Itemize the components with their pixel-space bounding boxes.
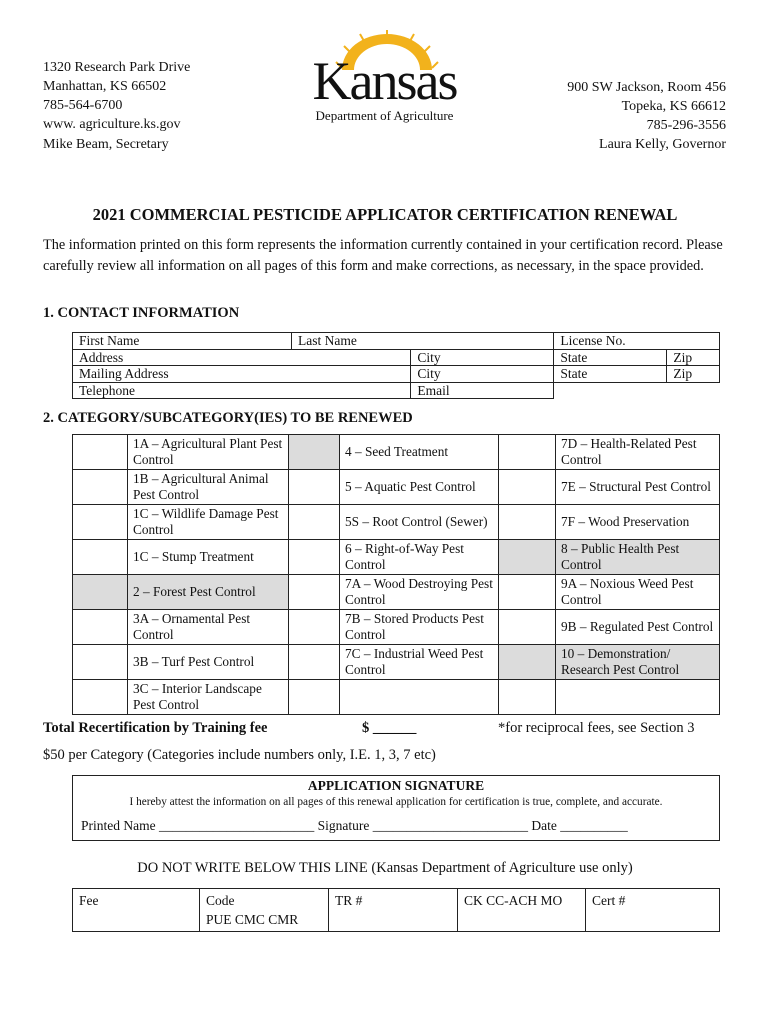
mailing-state-field[interactable]	[554, 366, 667, 383]
field-label: Email	[417, 382, 450, 398]
contact-info-table	[72, 332, 720, 399]
field-label: License No.	[560, 333, 626, 348]
checkbox-1c[interactable]	[73, 505, 128, 540]
empty-cell	[340, 680, 499, 715]
address-field[interactable]	[73, 349, 411, 366]
cert-field[interactable]	[586, 889, 720, 932]
field-label: Telephone	[79, 382, 136, 398]
signature-fields[interactable]: Printed Name _______________________ Signature _______________________ Date __________	[81, 818, 628, 833]
category-7a: 7A – Wood Destroying Pest Control	[340, 575, 499, 610]
checkbox-7c[interactable]	[289, 645, 340, 680]
checkbox-7f[interactable]	[499, 505, 556, 540]
tr-field[interactable]	[329, 889, 458, 932]
field-label: Zip	[673, 349, 693, 365]
checkbox-7a[interactable]	[289, 575, 340, 610]
first-name-field[interactable]	[73, 333, 292, 350]
secretary-name: Mike Beam, Secretary	[43, 137, 169, 152]
checkbox-4[interactable]	[289, 435, 340, 470]
attestation-text: I hereby attest the information on all pages of this renewal application for certification is true, complete, and accurate.	[129, 796, 663, 808]
field-label: Mailing Address	[79, 366, 169, 381]
section-heading-contact: 1. CONTACT INFORMATION	[43, 305, 240, 321]
payment-method-field[interactable]	[458, 889, 586, 932]
category-10: 10 – Demonstration/ Research Pest Control	[556, 645, 720, 680]
mailing-address-field[interactable]	[73, 366, 411, 383]
last-name-field[interactable]	[292, 333, 554, 350]
checkbox-10[interactable]	[499, 645, 556, 680]
code-field[interactable]	[200, 889, 329, 932]
license-no-field[interactable]	[554, 333, 720, 350]
kda-logo	[302, 30, 467, 130]
field-label: State	[560, 349, 588, 365]
checkbox-2[interactable]	[73, 575, 128, 610]
field-label: State	[560, 366, 588, 381]
field-label: Code	[206, 893, 235, 908]
checkbox-7d[interactable]	[499, 435, 556, 470]
category-7e: 7E – Structural Pest Control	[556, 470, 720, 505]
mailing-city-field[interactable]	[411, 366, 554, 383]
checkbox-9a[interactable]	[499, 575, 556, 610]
agency-address-right	[567, 78, 726, 135]
reciprocal-note: *for reciprocal fees, see Section 3	[498, 720, 695, 736]
field-label: Fee	[79, 893, 99, 908]
checkbox-5s[interactable]	[289, 505, 340, 540]
state-field[interactable]	[554, 349, 667, 366]
category-3b: 3B – Turf Pest Control	[128, 645, 289, 680]
per-category-note: $50 per Category (Categories include numbers only, I.E. 1, 3, 7 etc)	[43, 747, 436, 763]
category-1c-wildlife: 1C – Wildlife Damage Pest Control	[128, 505, 289, 540]
field-label: City	[417, 349, 441, 365]
field-label: Last Name	[298, 333, 357, 348]
category-3a: 3A – Ornamental Pest Control	[128, 610, 289, 645]
field-label: Address	[79, 349, 124, 365]
checkbox-8[interactable]	[499, 540, 556, 575]
phone-line: 785-564-6700	[43, 98, 123, 113]
category-2: 2 – Forest Pest Control	[128, 575, 289, 610]
logo-wordmark: Kansas	[312, 51, 457, 111]
field-label: Cert #	[592, 893, 626, 908]
empty-checkbox[interactable]	[499, 680, 556, 715]
category-7b: 7B – Stored Products Pest Control	[340, 610, 499, 645]
field-label: City	[417, 366, 441, 381]
code-options: PUE CMC CMR	[206, 912, 299, 927]
category-7c: 7C – Industrial Weed Pest Control	[340, 645, 499, 680]
category-8: 8 – Public Health Pest Control	[556, 540, 720, 575]
mailing-zip-field[interactable]	[667, 366, 720, 383]
empty-cell	[554, 382, 720, 399]
category-9a: 9A – Noxious Weed Pest Control	[556, 575, 720, 610]
address-line: Topeka, KS 66612	[621, 99, 726, 114]
agency-address-left	[43, 58, 190, 134]
office-use-table	[72, 888, 720, 932]
category-7f: 7F – Wood Preservation	[556, 505, 720, 540]
category-table	[72, 434, 720, 715]
category-6: 6 – Right-of-Way Pest Control	[340, 540, 499, 575]
checkbox-9b[interactable]	[499, 610, 556, 645]
city-field[interactable]	[411, 349, 554, 366]
form-instructions: The information printed on this form represents the information currently contained in your certification record. Please carefully review all information on all pages of this form and make corrections, as necessary, in the space provided.	[43, 237, 723, 274]
category-7d: 7D – Health-Related Pest Control	[556, 435, 720, 470]
checkbox-1a[interactable]	[73, 435, 128, 470]
category-9b: 9B – Regulated Pest Control	[556, 610, 720, 645]
checkbox-3b[interactable]	[73, 645, 128, 680]
field-label: TR #	[335, 893, 363, 908]
checkbox-1b[interactable]	[73, 470, 128, 505]
checkbox-3a[interactable]	[73, 610, 128, 645]
checkbox-7b[interactable]	[289, 610, 340, 645]
category-4: 4 – Seed Treatment	[340, 435, 499, 470]
checkbox-3c[interactable]	[73, 680, 128, 715]
category-1a: 1A – Agricultural Plant Pest Control	[128, 435, 289, 470]
website-line: www. agriculture.ks.gov	[43, 117, 181, 132]
email-field[interactable]	[411, 382, 554, 399]
section-heading-categories: 2. CATEGORY/SUBCATEGORY(IES) TO BE RENEWED	[43, 410, 413, 426]
field-label: Zip	[673, 366, 693, 381]
logo-subtitle: Department of Agriculture	[315, 108, 454, 123]
address-line: Manhattan, KS 66502	[43, 79, 167, 94]
category-5s: 5S – Root Control (Sewer)	[340, 505, 499, 540]
office-use-notice: DO NOT WRITE BELOW THIS LINE (Kansas Department of Agriculture use only)	[137, 860, 633, 876]
category-1b: 1B – Agricultural Animal Pest Control	[128, 470, 289, 505]
signature-heading: APPLICATION SIGNATURE	[307, 778, 485, 793]
checkbox-7e[interactable]	[499, 470, 556, 505]
checkbox-1c-stump[interactable]	[73, 540, 128, 575]
fee-field[interactable]	[73, 889, 200, 932]
telephone-field[interactable]	[73, 382, 411, 399]
category-3c: 3C – Interior Landscape Pest Control	[128, 680, 289, 715]
zip-field[interactable]	[667, 349, 720, 366]
address-line: 900 SW Jackson, Room 456	[567, 80, 726, 95]
empty-checkbox[interactable]	[289, 680, 340, 715]
form-title: 2021 COMMERCIAL PESTICIDE APPLICATOR CERTIFICATION RENEWAL	[92, 205, 678, 224]
field-label: First Name	[79, 333, 140, 348]
phone-line: 785-296-3556	[646, 118, 726, 133]
checkbox-5[interactable]	[289, 470, 340, 505]
signature-section	[72, 775, 720, 841]
empty-cell	[556, 680, 720, 715]
category-5: 5 – Aquatic Pest Control	[340, 470, 499, 505]
governor-name: Laura Kelly, Governor	[599, 137, 726, 152]
category-1c-stump: 1C – Stump Treatment	[128, 540, 289, 575]
checkbox-6[interactable]	[289, 540, 340, 575]
total-fee-amount[interactable]: $ ______	[362, 720, 417, 736]
address-line: 1320 Research Park Drive	[43, 60, 191, 75]
field-label: CK CC-ACH MO	[464, 893, 563, 908]
total-fee-label: Total Recertification by Training fee	[43, 720, 268, 736]
